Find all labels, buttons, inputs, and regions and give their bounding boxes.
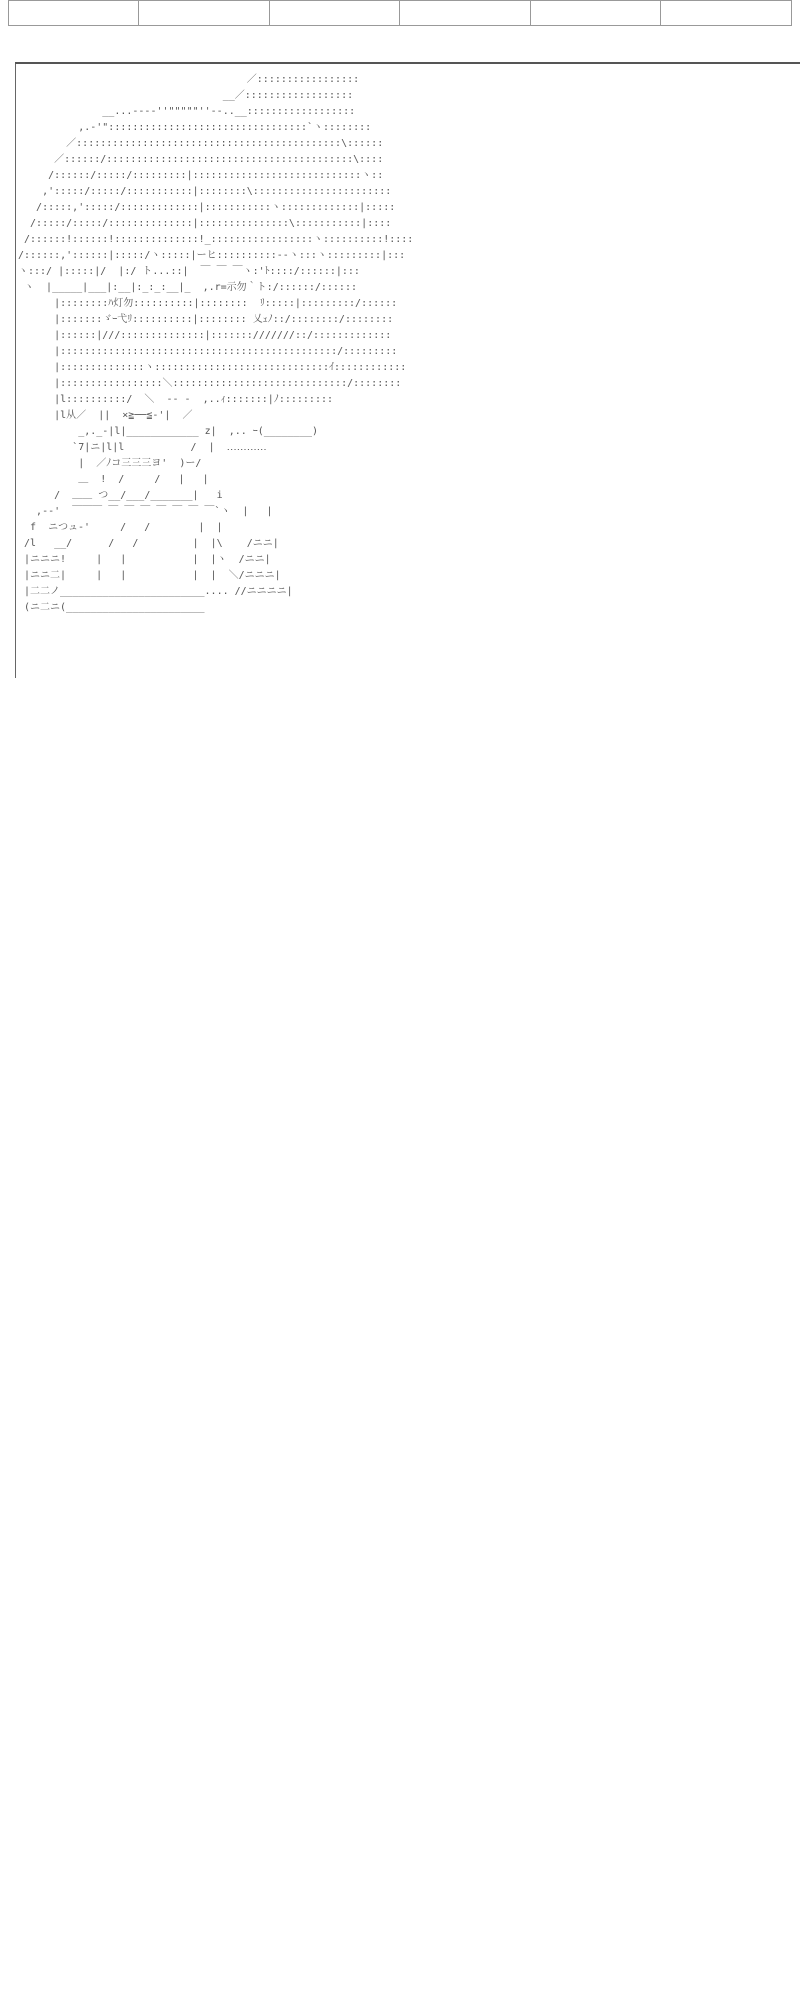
stat-table [8,0,792,26]
stat-noble-phantasm [661,1,792,26]
ascii-art-character: ／::::::::::::::::: __／:::::::::::::::::: __...--‐‐''"""""''‐-..__:::::::::::::::::: ,.-'":::::::::::::::::::::::::::::::::`ヽ:::::::: ／::::::::::::::::::::::::::::::::::::::::::::\:::::: ／::::::/:::::::::::::::::::::::::::::::::::::::::\:::: /::::::/:::::/:::::::::|::::::::::::::::::::::::::::ヽ:: ,':::::/:::::/:::::::::::|::::::::\::::::::::::::::::::::: /:::::,':::::/:::::::::::::|:::::::::::ヽ:::::::::::::|::::: /:::::/:::::/::::::::::::::|:::::::::::::::\:::::::::::|:::: /::::::!::::::!::::::::::::::!_:::::::::::::::::ヽ::::::::::!:::: /::::::,'::::::|:::::/ヽ:::::|ーヒ::::::::::--ヽ:::ヽ:::::::::|::: ヽ:::/ |:::::|/ |:/ ト...::| ￣ ￣ ￣ヽ:'ﾄ::::/::::::|::: ヽ |_____|___|:__|:_:_:__|_ ,.r=示勿｀ト:/::::::/:::::: |::::::::ﾊ灯勿::::::::::|:::::::: ﾘ:::::|:::::::::/:::::: |:::::::ゞｰ弋ﾘ::::::::::|:::::::: 乂ｪﾉ::/::::::::/:::::::: |::::::|///::::::::::::::|:::::::///////::/::::::::::::: |::::::::::::::::::::::::::::::::::::::::::::::/::::::::: |::::::::::::::ヽ:::::::::::::::::::::::::::::ｲ:::::::::::: |:::::::::::::::::＼:::::::::::::::::::::::::::::/:::::::: |l::::::::::/ ＼ ‐- ‐ ,..ｨ:::::::|ﾉ::::::::: |l从／ || ×≧──≦-'| ／ _,._-|l|____________ z| ,.. ｰ(________) `7|ニ|l|l / | ‥‥‥‥‥‥ | ／ﾉコ三三三ヨ' )ー/ ＿ ! / / | | / ＿＿ つ__/___/_______| i ,-‐' ￣￣￣ ￣ ￣ ￣ ￣ ￣ ￣ ￣`ヽ | | f ニつュ-' / / | | /l __/ / / | |\ /ニニ| |ニニニ! | | | |ヽ /ニニ| |ニニ二| | | | | ＼/ニニニ| |二二ノ________________________.... //ニニニニ| (ニ二ニ(_______________________ [18,74,414,613]
stat-strength [9,1,139,26]
divider [15,62,800,64]
left-border [15,64,16,678]
status-row [18,36,788,58]
stat-endurance [139,1,269,26]
stat-mana [400,1,530,26]
stat-agility [269,1,399,26]
stat-luck [530,1,660,26]
